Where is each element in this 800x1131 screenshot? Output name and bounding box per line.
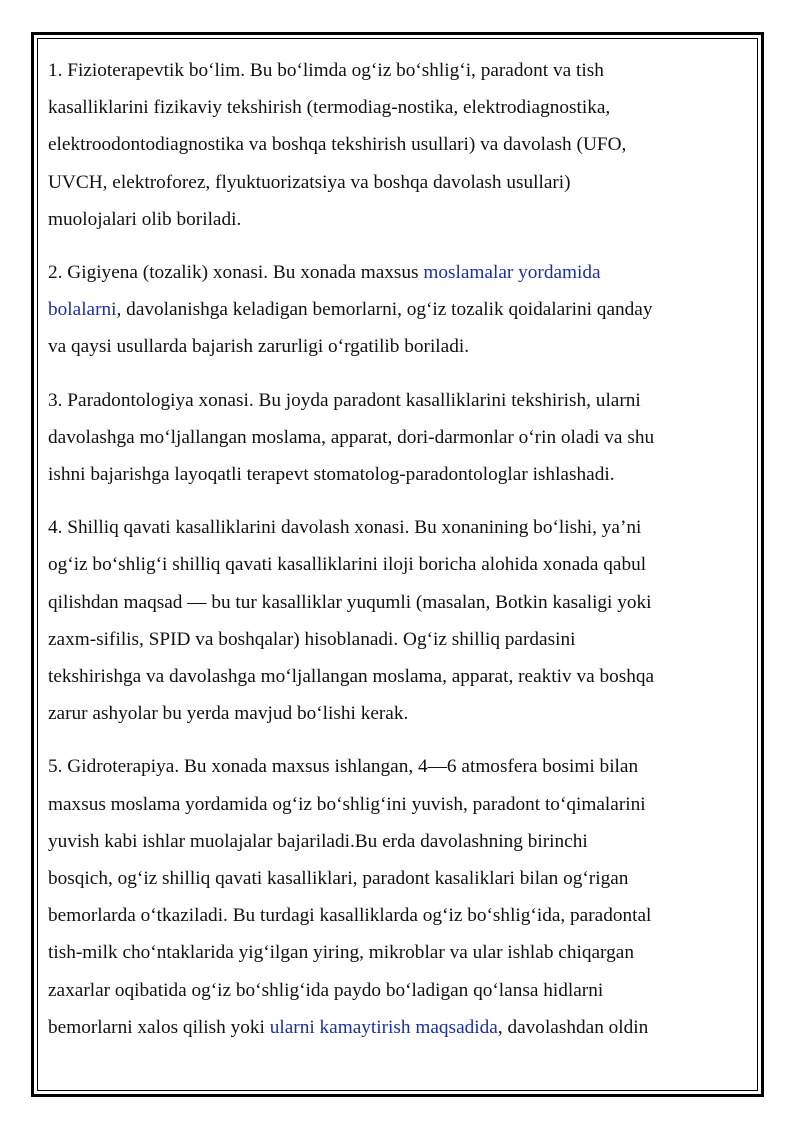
text-line: elektroodontodiagnostika va boshqa tekshirish usullari) va davolash (UFO, [48,134,627,156]
text-line: zaxarlar oqibatida og‘iz bo‘shlig‘ida paydo bo‘ladigan qo‘lansa hidlarni [48,979,604,1001]
text-line: bosqich, og‘iz shilliq qavati kasalliklari, paradont kasaliklari bilan og‘rigan [48,868,629,890]
text-line: davolashga mo‘ljallangan moslama, apparat, dori-darmonlar o‘rin oladi va shu [48,426,655,448]
paragraph-fizioterapevtik [48,52,748,238]
paragraph-gigiyena [48,254,748,366]
text-line: va qaysi usullarda bajarish zarurligi o‘rgatilib boriladi. [48,336,470,358]
text-line: ishni bajarishga layoqatli terapevt stomatolog-paradontologlar ishlashadi. [48,464,615,486]
text-line: 1. Fizioterapevtik bo‘lim. Bu bo‘limda og‘iz bo‘shlig‘i, paradont va tish [48,60,604,81]
text-line: tish-milk cho‘ntaklarida yig‘ilgan yiring, mikroblar va ular ishlab chiqargan [48,942,634,964]
text-line: yuvish kabi ishlar muolajalar bajariladi.Bu erda davolashning birinchi [48,830,588,852]
document-body [48,52,748,1062]
text-segment: , davolashdan oldin [497,1016,649,1038]
text-line: zaxm-sifilis, SPID va boshqalar) hisoblanadi. Og‘iz shilliq pardasini [48,628,576,650]
paragraph-gidroterapiya [48,748,748,1046]
paragraph-shilliq-qavati [48,509,748,732]
text-line: maxsus moslama yordamida og‘iz bo‘shlig‘ini yuvish, paradont to‘qimalarini [48,793,646,815]
hyperlink-moslamalar[interactable]: moslamalar yordamida [423,262,601,284]
text-line: zarur ashyolar bu yerda mavjud bo‘lishi kerak. [48,703,409,725]
text-line: qilishdan maqsad — bu tur kasalliklar yuqumli (masalan, Botkin kasaligi yoki [48,591,652,613]
hyperlink-bolalarni[interactable]: bolalarni [48,299,117,321]
text-line: 5. Gidroterapiya. Bu xonada maxsus ishlangan, 4—6 atmosfera bosimi bilan [48,756,639,778]
text-line: 3. Paradontologiya xonasi. Bu joyda paradont kasalliklarini tekshirish, ularni [48,389,641,411]
text-segment: bemorlarni xalos qilish yoki [48,1016,270,1038]
text-line: tekshirishga va davolashga mo‘ljallangan moslama, apparat, reaktiv va boshqa [48,666,655,688]
text-line: 4. Shilliq qavati kasalliklarini davolash xonasi. Bu xonanining bo‘lishi, ya’ni [48,517,642,539]
paragraph-paradontologiya [48,382,748,494]
text-line: bemorlarda o‘tkaziladi. Bu turdagi kasalliklarda og‘iz bo‘shlig‘ida, paradontal [48,905,652,927]
hyperlink-ularni-kamaytirish[interactable]: ularni kamaytirish maqsadida [269,1016,498,1038]
text-segment: 2. Gigiyena (tozalik) xonasi. Bu xonada maxsus [48,262,424,284]
text-line: UVCH, elektroforez, flyuktuorizatsiya va boshqa davolash usullari) [48,171,571,193]
text-line: kasalliklarini fizikaviy tekshirish (termodiag-nostika, elektrodiagnostika, [48,97,611,119]
text-line: muolojalari olib boriladi. [48,208,242,230]
text-line: og‘iz bo‘shlig‘i shilliq qavati kasalliklarini iloji boricha alohida xonada qabul [48,554,647,576]
text-segment: , davolanishga keladigan bemorlarni, og‘iz tozalik qoidalarini qanday [116,299,653,321]
